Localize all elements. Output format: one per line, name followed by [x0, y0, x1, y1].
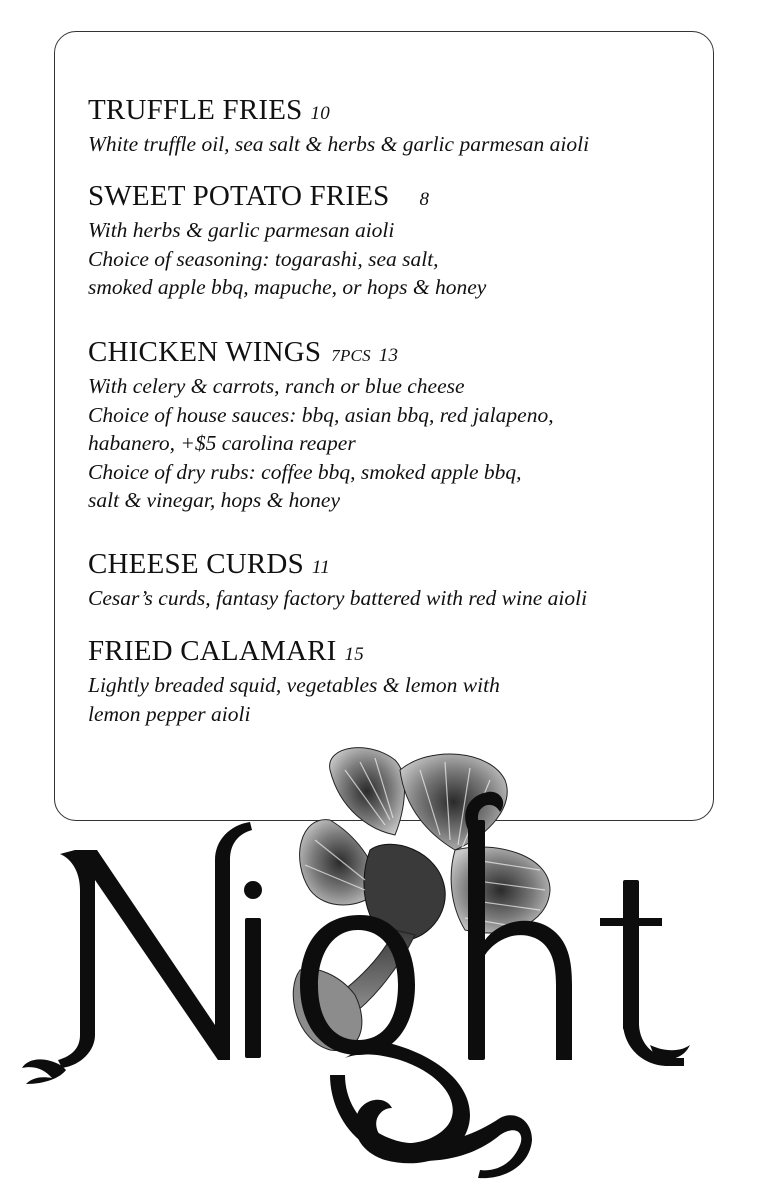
night-wordmark-art [0, 740, 766, 1200]
item-description: salt & vinegar, hops & honey [88, 488, 341, 512]
item-quantity: 7PCS [331, 346, 371, 365]
item-title-row [88, 336, 698, 372]
item-description: lemon pepper aioli [88, 701, 251, 726]
hibiscus-flower-icon [293, 748, 550, 1051]
menu-item-cheese-curds [88, 548, 698, 613]
item-description: Choice of dry rubs: coffee bbq, smoked apple bbq, [88, 459, 522, 484]
menu-card [54, 31, 714, 821]
item-title-row [88, 94, 698, 130]
menu-item-fried-calamari [88, 635, 698, 728]
item-name: FRIED CALAMARI [88, 635, 337, 667]
item-description: Lightly breaded squid, vegetables & lemon with [88, 673, 500, 697]
item-price: 13 [378, 345, 399, 366]
item-price: 11 [311, 557, 330, 578]
menu-item-chicken-wings [88, 336, 698, 515]
item-price: 10 [310, 103, 330, 124]
item-price: 8 [419, 189, 430, 210]
item-description: Choice of house sauces: bbq, asian bbq, red jalapeno, [88, 402, 554, 427]
item-price: 15 [344, 644, 364, 665]
item-name: CHEESE CURDS [88, 548, 304, 580]
item-description: Cesar’s curds, fantasy factory battered with red wine aioli [88, 586, 588, 610]
item-name: TRUFFLE FRIES [88, 94, 303, 126]
menu-item-truffle-fries [88, 94, 698, 159]
menu-item-sweet-potato-fries [88, 180, 698, 302]
item-description: habanero, +$5 carolina reaper [88, 431, 356, 455]
item-title-row [88, 548, 698, 584]
item-description: smoked apple bbq, mapuche, or hops & honey [88, 275, 487, 299]
item-description: Choice of seasoning: togarashi, sea salt, [88, 246, 439, 271]
item-name: CHICKEN WINGS [88, 336, 322, 368]
item-name: SWEET POTATO FRIES [88, 180, 390, 212]
item-description: With herbs & garlic parmesan aioli [88, 218, 395, 242]
item-title-row [88, 635, 698, 671]
item-description: With celery & carrots, ranch or blue cheese [88, 374, 465, 398]
item-title-row [88, 180, 698, 216]
item-description: White truffle oil, sea salt & herbs & garlic parmesan aioli [88, 132, 590, 156]
